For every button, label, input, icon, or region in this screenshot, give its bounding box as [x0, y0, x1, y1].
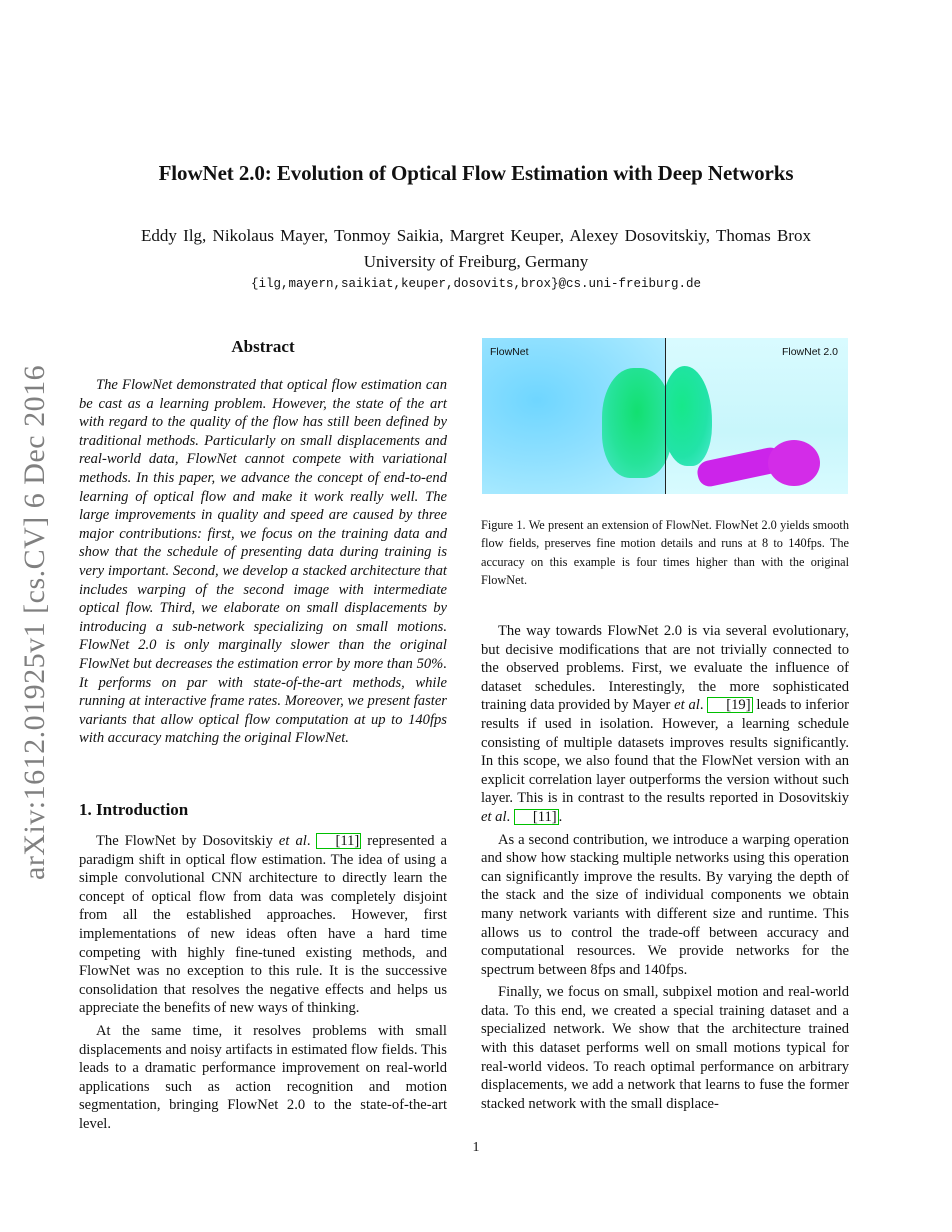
- citation-link[interactable]: [19]: [707, 697, 752, 713]
- text-run: The FlowNet by Dosovitskiy: [96, 833, 279, 849]
- right-paragraph-2: As a second contribution, we introduce a warping operation and show how stacking multiple networks using this operation can significantly improve the results. By varying the depth of the stack and the size of individual components we obtain many network variants with different size and runtime. This allows us to control the trade-off between accuracy and computational resources. We provide networks for the spectrum between 8fps and 140fps.: [481, 831, 849, 978]
- arxiv-side-label: arXiv:1612.01925v1 [cs.CV] 6 Dec 2016: [18, 364, 51, 880]
- right-paragraph-1: [481, 622, 849, 827]
- figure-divider: [665, 338, 666, 494]
- text-run: represented a paradigm shift in optical flow estimation. The idea of using a simple convolutional CNN architecture to directly learn the concept of optical flow from data was completely disjoint from all the established approaches. However, first implementations of new ideas often have a hard time competing with highly fine-tuned existing methods, and FlowNet was no exception to this rule. It is the successive consolidation that resolves the negative effects and helps us appreciate the benefits of new ways of thinking.: [79, 833, 447, 1017]
- text-run: .: [558, 808, 563, 825]
- citation-link[interactable]: [11]: [316, 833, 361, 849]
- text-run: .: [306, 833, 317, 849]
- figure-label-left: FlowNet: [490, 346, 529, 358]
- page-number: 1: [472, 1140, 480, 1155]
- author-list: Eddy Ilg, Nikolaus Mayer, Tonmoy Saikia, Margret Keuper, Alexey Dosovitskiy, Thomas Brox: [141, 226, 811, 245]
- text-run: .: [699, 697, 708, 714]
- text-run: The way towards FlowNet 2.0 is via several evolutionary, but decisive modifications that are not trivially connected to the observed problems. First, we evaluate the influence of dataset schedules. Interestingly, the more sophisticated training data provided by Mayer: [481, 623, 849, 714]
- et-al: et al: [481, 808, 507, 825]
- affiliation: University of Freiburg, Germany: [363, 252, 589, 271]
- right-paragraph-3: Finally, we focus on small, subpixel motion and real-world data. To this end, we created a special training dataset and a specialized network. We show that the architecture trained with this dataset performs well on small motions typical for real-world videos. To reach optimal performance on arbitrary displacements, we add a network that learns to fuse the former stacked network with the small displace-: [481, 984, 849, 1112]
- flow-region-magenta: [768, 440, 820, 486]
- et-al: et al: [278, 833, 307, 849]
- abstract-text: The FlowNet demonstrated that optical flow estimation can be cast as a learning problem. However, the state of the art with regard to the quality of the flow has still been defined by traditional methods. Particularly on small displacements and real-world data, FlowNet cannot compete with variational methods. In this paper, we advance the concept of end-to-end learning of optical flow and make it work really well. The large improvements in quality and speed are caused by three major contributions: first, we focus on the training data and show that the schedule of presenting data during training is very important. Second, we develop a stacked architecture that includes warping of the second image with intermediate optical flow. Third, we elaborate on small displacements by introducing a sub-network specializing on small motions. FlowNet 2.0 is only marginally slower than the original FlowNet but decreases the estimation error by more than 50%. It performs on par with state-of-the-art methods, while running at interactive frame rates. Moreover, we present faster variants that allow optical flow computation at up to 140fps with accuracy matching the original FlowNet.: [79, 377, 447, 747]
- text-run: .: [506, 808, 514, 825]
- figure-1-image: [482, 338, 848, 494]
- intro-heading: 1. Introduction: [79, 800, 189, 819]
- abstract-heading: Abstract: [231, 337, 295, 356]
- author-emails: {ilg,mayern,saikiat,keuper,dosovits,brox}@cs.uni-freiburg.de: [250, 277, 702, 291]
- figure-label-right: FlowNet 2.0: [781, 346, 838, 358]
- intro-body: [79, 832, 447, 1134]
- text-run: leads to inferior results if used in isolation. However, a learning schedule consisting of multiple datasets improves results significantly. In this scope, we also found that the FlowNet version with an explicit correlation layer outperforms the version without such layer. This is in contrast to the results reported in Dosovitskiy: [481, 697, 850, 807]
- right-column-body: [481, 622, 849, 1113]
- paper-title: FlowNet 2.0: Evolution of Optical Flow Estimation with Deep Networks: [158, 161, 794, 185]
- et-al: et al: [674, 697, 700, 714]
- figure-1-caption: Figure 1. We present an extension of FlowNet. FlowNet 2.0 yields smooth flow fields, preserves fine motion details and runs at 8 to 140fps. The accuracy on this example is four times higher than with the original FlowNet.: [481, 518, 849, 587]
- citation-link[interactable]: [11]: [514, 809, 559, 825]
- intro-paragraph-2: At the same time, it resolves problems with small displacements and noisy artifacts in estimated flow fields. This leads to a dramatic performance improvement on real-world applications such as action recognition and motion segmentation, bringing FlowNet 2.0 to the state-of-the-art level.: [79, 1022, 447, 1132]
- intro-paragraph-1: [79, 832, 447, 1018]
